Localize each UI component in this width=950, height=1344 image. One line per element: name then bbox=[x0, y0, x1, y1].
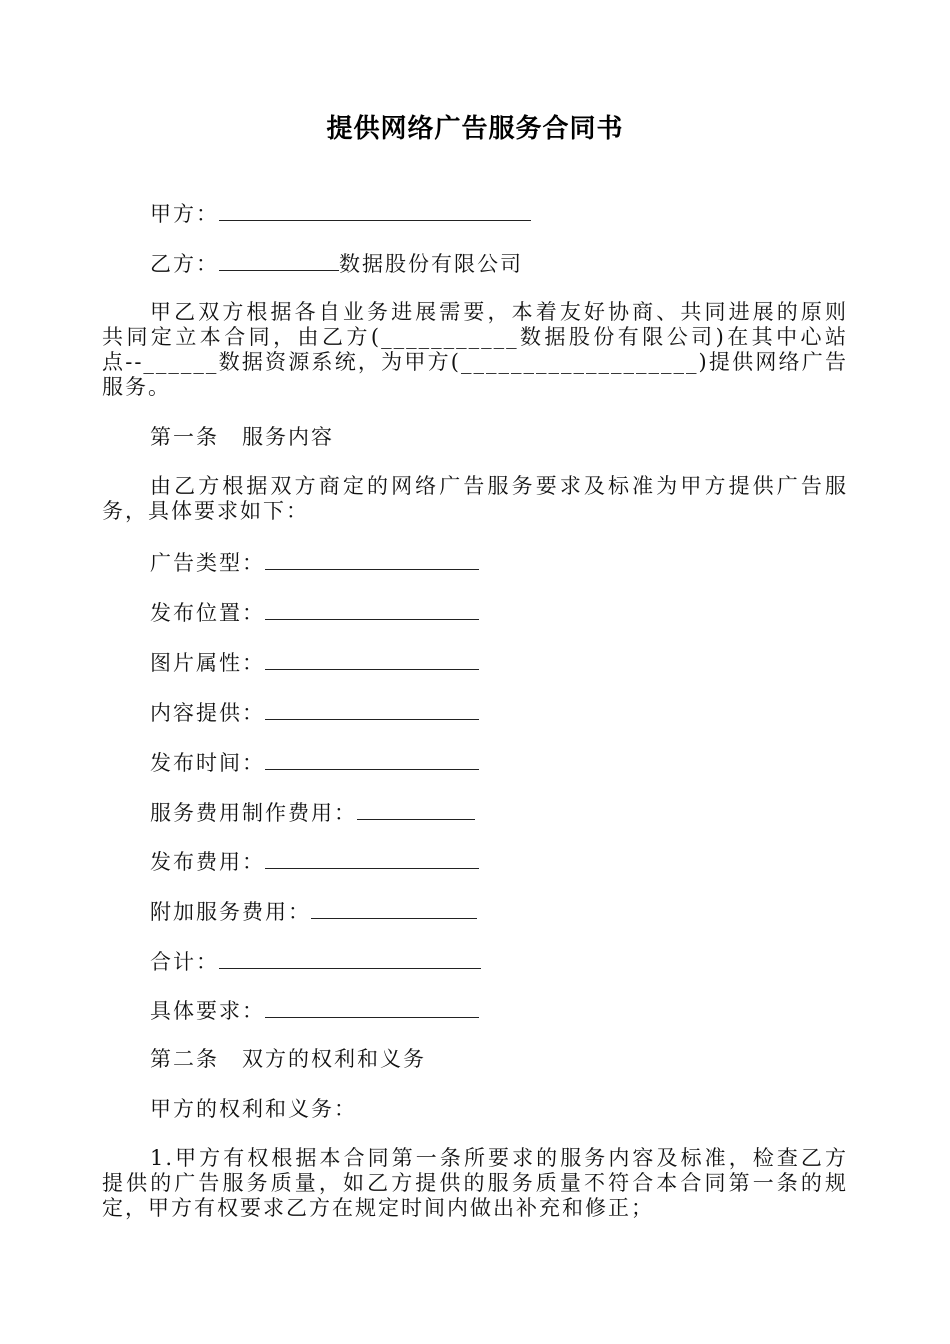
party-a-rights-heading: 甲方的权利和义务： bbox=[150, 1097, 357, 1121]
party-a-line bbox=[150, 200, 531, 227]
field-fee-production bbox=[150, 799, 475, 826]
document-title: 提供网络广告服务合同书 bbox=[326, 114, 624, 144]
item1-paragraph bbox=[102, 1146, 848, 1221]
field-blank bbox=[265, 848, 479, 869]
field-ad-type bbox=[150, 549, 479, 576]
field-label: 服务费用制作费用： bbox=[150, 801, 357, 825]
field-blank bbox=[265, 997, 479, 1018]
field-blank bbox=[311, 898, 477, 919]
field-label: 内容提供： bbox=[150, 701, 265, 725]
field-blank bbox=[265, 699, 479, 720]
party-a-label: 甲方： bbox=[150, 202, 219, 226]
field-requirements bbox=[150, 997, 479, 1024]
field-content bbox=[150, 699, 479, 726]
field-label: 合计： bbox=[150, 950, 219, 974]
item1-line: 1.甲方有权根据本合同第一条所要求的服务内容及标准，检查乙方 bbox=[150, 1146, 848, 1170]
field-blank bbox=[265, 549, 479, 570]
article1-heading: 第一条 服务内容 bbox=[150, 425, 334, 449]
intro-paragraph bbox=[102, 300, 848, 400]
field-blank bbox=[357, 799, 475, 820]
field-blank bbox=[219, 948, 481, 969]
article1-line: 由乙方根据双方商定的网络广告服务要求及标准为甲方提供广告服 bbox=[150, 474, 848, 498]
party-b-label: 乙方： bbox=[150, 252, 219, 276]
field-blank bbox=[265, 599, 479, 620]
field-blank bbox=[265, 649, 479, 670]
field-label: 发布费用： bbox=[150, 850, 265, 874]
field-label: 发布位置： bbox=[150, 601, 265, 625]
field-label: 具体要求： bbox=[150, 999, 265, 1023]
field-total bbox=[150, 948, 481, 975]
party-b-blank bbox=[219, 250, 339, 271]
field-image bbox=[150, 649, 479, 676]
intro-line: 共同定立本合同，由乙方(___________数据股份有限公司)在其中心站 bbox=[102, 325, 848, 349]
article1-paragraph bbox=[102, 474, 848, 524]
party-b-suffix: 数据股份有限公司 bbox=[339, 252, 523, 276]
field-label: 附加服务费用： bbox=[150, 900, 311, 924]
field-label: 图片属性： bbox=[150, 651, 265, 675]
item1-line: 定，甲方有权要求乙方在规定时间内做出补充和修正； bbox=[102, 1196, 654, 1220]
article1-line: 务，具体要求如下： bbox=[102, 499, 309, 523]
field-position bbox=[150, 599, 479, 626]
item1-line: 提供的广告服务质量，如乙方提供的服务质量不符合本合同第一条的规 bbox=[102, 1171, 848, 1195]
party-b-line bbox=[150, 250, 523, 277]
article2-heading: 第二条 双方的权利和义务 bbox=[150, 1047, 426, 1071]
intro-line: 甲乙双方根据各自业务进展需要，本着友好协商、共同进展的原则 bbox=[150, 300, 848, 324]
intro-line: 服务。 bbox=[102, 375, 171, 399]
field-fee-extra bbox=[150, 898, 477, 925]
field-fee-publish bbox=[150, 848, 479, 875]
field-time bbox=[150, 749, 479, 776]
field-label: 广告类型： bbox=[150, 551, 265, 575]
intro-line: 点--______数据资源系统，为甲方(___________________)提供网络广告 bbox=[102, 350, 848, 374]
field-label: 发布时间： bbox=[150, 751, 265, 775]
field-blank bbox=[265, 749, 479, 770]
party-a-blank bbox=[219, 200, 531, 221]
